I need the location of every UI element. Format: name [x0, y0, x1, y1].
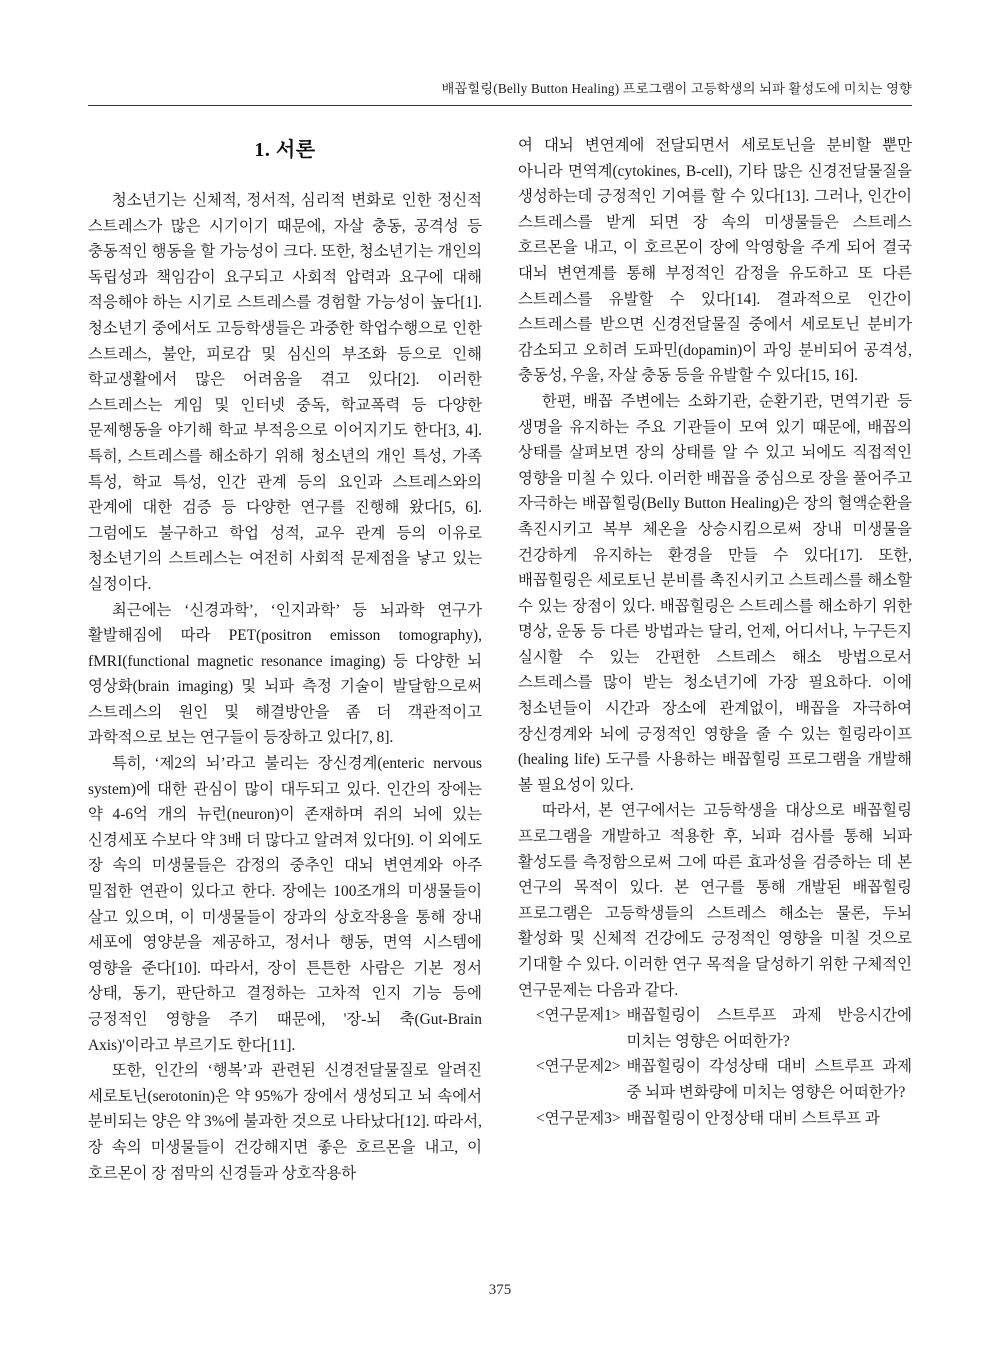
research-question-label: <연구문제3>	[536, 1109, 621, 1127]
research-question-label: <연구문제1>	[536, 1007, 621, 1025]
header-divider-rule	[88, 105, 912, 106]
left-column	[88, 133, 482, 1268]
two-column-body	[88, 133, 912, 1268]
research-question-text: 배꼽힐링이 안정상태 대비 스트루프 과	[626, 1109, 880, 1127]
right-column	[518, 133, 912, 1268]
left-paragraph-1: 청소년기는 신체적, 정서적, 심리적 변화로 인한 정신적 스트레스가 많은 시기이기 때문에, 자살 충동, 공격성 등 충동적인 행동을 할 가능성이 크다. 또한, 청소년기는 개인의 독립성과 책임감이 요구되고 사회적 압력과 요구에 대해 적응해야 하는 시기로 스트레스를 경험할 가능성이 높다[1]. 청소년기 중에서도 고등학생들은 과중한 학업수행으로 인한 스트레스, 불안, 피로감 및 심신의 부조화 등으로 인해 학교생활에서 많은 어려움을 겪고 있다[2]. 이러한 스트레스는 게임 및 인터넷 중독, 학교폭력 등 다양한 문제행동을 야기해 학교 부적응으로 이어지기도 한다[3, 4]. 특히, 스트레스를 해소하기 위해 청소년의 개인 특성, 가족 특성, 학교 특성, 인간 관계 등의 요인과 스트레스와의 관계에 대한 검증 등 다양한 연구를 진행해 왔다[5, 6]. 그럼에도 불구하고 학업 성적, 교우 관계 등의 이유로 청소년기의 스트레스는 여전히 사회적 문제점을 낳고 있는 실정이다.	[88, 192, 482, 593]
section-heading-introduction: 1. 서론	[254, 139, 316, 161]
research-question-text: 배꼽힐링이 스트루프 과제 반응시간에 미치는 영향은 어떠한가?	[626, 1007, 912, 1050]
left-paragraph-3: 특히, ‘제2의 뇌’라고 불리는 장신경계(enteric nervous system)에 대한 관심이 많이 대두되고 있다. 인간의 장에는 약 4-6억 개의 뉴런(neuron)이 존재하며 쥐의 뇌에 있는 신경세포 수보다 약 3배 더 많다고 알려져 있다[9]. 이 외에도 장 속의 미생물들은 감정의 중추인 대뇌 변연계와 아주 밀접한 연관이 있다고 한다. 장에는 100조개의 미생물들이 살고 있으며, 이 미생물들이 장과의 상호작용을 통해 장내 세포에 영양분을 제공하고, 정서나 행동, 면역 시스템에 영향을 준다[10]. 따라서, 장이 튼튼한 사람은 기본 정서 상태, 동기, 판단하고 결정하는 고차적 인지 기능 등에 긍정적인 영향을 주기 때문에, '장-뇌 축(Gut-Brain Axis)'이라고 부르기도 한다[11].	[88, 755, 482, 1054]
research-questions-list	[518, 1003, 912, 1131]
right-paragraph-2: 한편, 배꼽 주변에는 소화기관, 순환기관, 면역기관 등 생명을 유지하는 주요 기관들이 모여 있기 때문에, 배꼽의 상태를 살펴보면 장의 상태를 알 수 있고 뇌에도 직접적인 영향을 미칠 수 있다. 이러한 배꼽을 중심으로 장을 풀어주고 자극하는 배꼽힐링(Belly Button Healing)은 장의 혈액순환을 촉진시키고 복부 체온을 상승시킴으로써 장내 미생물을 건강하게 유지하는 환경을 만들 수 있다[17]. 또한, 배꼽힐링은 세로토닌 분비를 촉진시키고 스트레스를 해소할 수 있는 장점이 있다. 배꼽힐링은 스트레스를 해소하기 위한 명상, 운동 등 다른 방법과는 달리, 언제, 어디서나, 누구든지 실시할 수 있는 간편한 스트레스 해소 방법으로서 스트레스를 많이 받는 청소년기에 가장 필요하다. 이에 청소년들이 시간과 장소에 관계없이, 배꼽을 자극하여 장신경계와 뇌에 긍정적인 영향을 줄 수 있는 힐링라이프(healing life) 도구를 사용하는 배꼽힐링 프로그램을 개발해 볼 필요성이 있다.	[518, 392, 912, 794]
left-paragraph-2: 최근에는 ‘신경과학’, ‘인지과학’ 등 뇌과학 연구가 활발해짐에 따라 PET(positron emisson tomography), fMRI(functional magnetic resonance imaging) 등 다양한 뇌 영상화(brain imaging) 및 뇌파 측정 기술이 발달함으로써 스트레스의 원인 및 해결방안을 좀 더 객관적이고 과학적으로 보는 연구들이 등장하고 있다[7, 8].	[88, 601, 482, 747]
running-header-title: 배꼽힐링(Belly Button Healing) 프로그램이 고등학생의 뇌파 활성도에 미치는 영향	[441, 81, 912, 96]
left-paragraph-4: 또한, 인간의 ‘행복’과 관련된 신경전달물질로 알려진 세로토닌(serotonin)은 약 95%가 장에서 생성되고 뇌 속에서 분비되는 양은 약 3%에 불과한 것으로 나타났다[12]. 따라서, 장 속의 미생물들이 건강해지면 좋은 호르몬을 내고, 이 호르몬이 장 점막의 신경들과 상호작용하	[88, 1062, 482, 1182]
right-paragraph-3: 따라서, 본 연구에서는 고등학생을 대상으로 배꼽힐링 프로그램을 개발하고 적용한 후, 뇌파 검사를 통해 뇌파 활성도를 측정함으로써 그에 따른 효과성을 검증하는 데 본 연구의 목적이 있다. 본 연구를 통해 개발된 배꼽힐링 프로그램은 고등학생들의 스트레스 해소는 물론, 두뇌 활성화 및 신체적 건강에도 긍정적인 영향을 미칠 것으로 기대할 수 있다. 이러한 연구 목적을 달성하기 위한 구체적인 연구문제는 다음과 같다.	[518, 802, 912, 999]
right-paragraph-1: 여 대뇌 변연계에 전달되면서 세로토닌을 분비할 뿐만 아니라 면역계(cytokines, B-cell), 기타 많은 신경전달물질을 생성하는데 긍정적인 기여를 할 수 있다[13]. 그러나, 인간이 스트레스를 받게 되면 장 속의 미생물들은 스트레스 호르몬을 내고, 이 호르몬이 장에 악영항을 주게 되어 결국 대뇌 변연계를 통해 부정적인 감정을 유도하고 또 다른 스트레스를 유발할 수 있다[14]. 결과적으로 인간이 스트레스를 받으면 신경전달물질 중에서 세로토닌 분비가 감소되고 오히려 도파민(dopamin)이 과잉 분비되어 공격성, 충동성, 우울, 자살 충동 등을 유발할 수 있다[15, 16].	[518, 137, 912, 385]
research-question-item	[518, 1106, 912, 1132]
research-question-label: <연구문제2>	[536, 1058, 621, 1076]
research-question-item	[518, 1054, 912, 1105]
research-question-text: 배꼽힐링이 각성상태 대비 스트루프 과제 중 뇌파 변화량에 미치는 영향은 어떠한가?	[626, 1058, 912, 1101]
page-number: 375	[488, 1282, 512, 1298]
research-question-item	[518, 1003, 912, 1054]
